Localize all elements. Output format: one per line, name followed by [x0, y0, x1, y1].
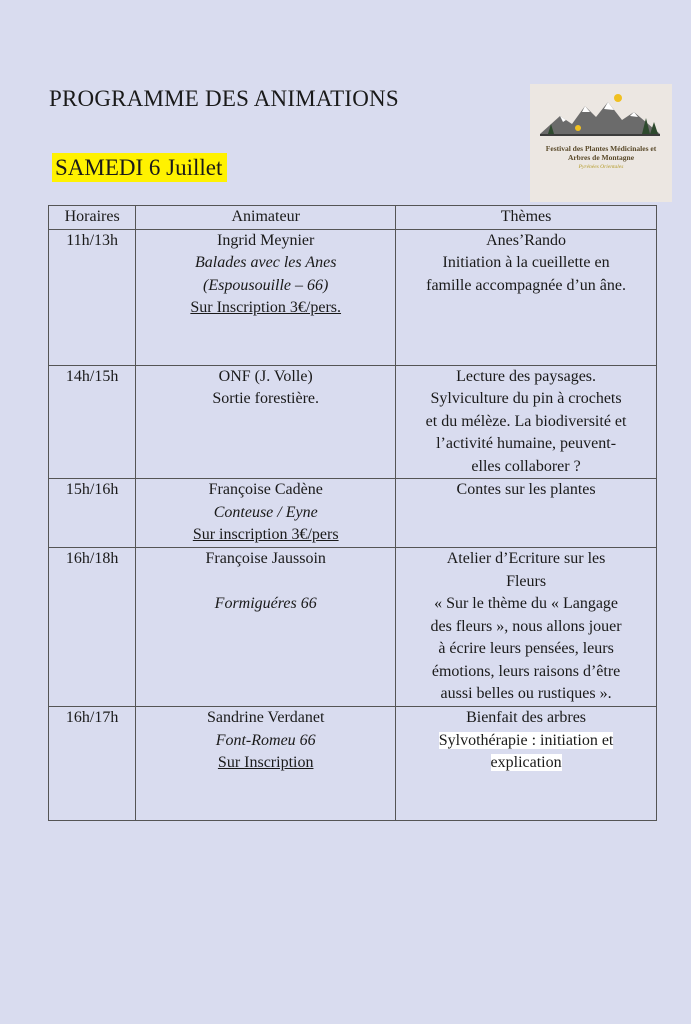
day-heading: SAMEDI 6 Juillet: [52, 153, 227, 182]
theme-line: « Sur le thème du « Langage: [434, 595, 619, 612]
logo-line-3: Pyrénées Orientales: [578, 164, 624, 170]
theme-line: Sylvothérapie : initiation et: [438, 731, 614, 749]
theme-line: Fleurs: [506, 572, 547, 590]
logo-line-1: Festival des Plantes Médicinales et: [545, 144, 657, 153]
time-cell: 15h/16h: [49, 479, 136, 548]
animator-detail: Balades avec les Anes: [194, 254, 337, 271]
animator-location: Formiguéres 66: [214, 595, 317, 612]
table-header-row: [49, 206, 657, 230]
theme-line: Anes’Rando: [486, 231, 567, 249]
mountain-logo-icon: [530, 84, 672, 144]
theme-line: Atelier d’Ecriture sur les: [446, 550, 606, 567]
table-row: [49, 707, 657, 821]
theme-line: aussi belles ou rustiques ».: [440, 685, 612, 702]
theme-line: Contes sur les plantes: [456, 481, 596, 498]
table-row: [49, 548, 657, 707]
theme-line: des fleurs », nous allons jouer: [430, 617, 622, 635]
theme-line: elles collaborer ?: [471, 457, 581, 475]
animator-name: Françoise Jaussoin: [205, 550, 326, 567]
festival-logo: [530, 84, 672, 202]
time-cell: 14h/15h: [49, 365, 136, 479]
animator-name: ONF (J. Volle): [218, 367, 313, 385]
column-header-animateur: Animateur: [136, 206, 396, 230]
logo-line-2: Arbres de Montagne: [567, 153, 635, 162]
animator-location: (Espousouille – 66): [203, 276, 329, 294]
themes-cell: [396, 548, 657, 707]
time-cell: 16h/18h: [49, 548, 136, 707]
column-header-horaires: Horaires: [49, 206, 136, 230]
animator-cell: [136, 229, 396, 365]
page-title: PROGRAMME DES ANIMATIONS: [49, 86, 399, 111]
theme-line: Initiation à la cueillette en: [442, 254, 610, 271]
table-row: [49, 365, 657, 479]
registration-note: Sur inscription 3€/pers: [192, 526, 339, 543]
theme-line: Sylviculture du pin à crochets: [430, 390, 622, 407]
column-header-themes: Thèmes: [396, 206, 657, 230]
table-row: [49, 229, 657, 365]
registration-note: Sur Inscription: [217, 754, 314, 771]
animator-detail: Sortie forestière.: [212, 390, 320, 407]
animator-location: Conteuse / Eyne: [213, 503, 318, 521]
theme-line: Bienfait des arbres: [466, 709, 587, 726]
animator-cell: [136, 365, 396, 479]
registration-note: Sur Inscription 3€/pers.: [190, 299, 342, 316]
animator-cell: [136, 479, 396, 548]
theme-line: famille accompagnée d’un âne.: [426, 276, 627, 294]
animator-name: Ingrid Meynier: [217, 231, 315, 249]
themes-cell: [396, 479, 657, 548]
animator-location: Font-Romeu 66: [215, 731, 316, 749]
theme-line: Lecture des paysages.: [456, 367, 597, 385]
theme-line: l’activité humaine, peuvent-: [436, 435, 617, 452]
program-table: [48, 205, 657, 821]
time-cell: 11h/13h: [49, 229, 136, 365]
themes-cell: [396, 365, 657, 479]
themes-cell: [396, 229, 657, 365]
theme-line: émotions, leurs raisons d’être: [431, 662, 621, 680]
theme-line: explication: [490, 754, 562, 771]
animator-name: Sandrine Verdanet: [206, 709, 325, 726]
theme-line: et du mélèze. La biodiversité et: [425, 412, 627, 430]
table-row: [49, 479, 657, 548]
themes-cell: [396, 707, 657, 821]
animator-cell: [136, 548, 396, 707]
time-cell: 16h/17h: [49, 707, 136, 821]
animator-cell: [136, 707, 396, 821]
theme-line: à écrire leurs pensées, leurs: [438, 640, 614, 657]
animator-name: Françoise Cadène: [208, 481, 323, 498]
